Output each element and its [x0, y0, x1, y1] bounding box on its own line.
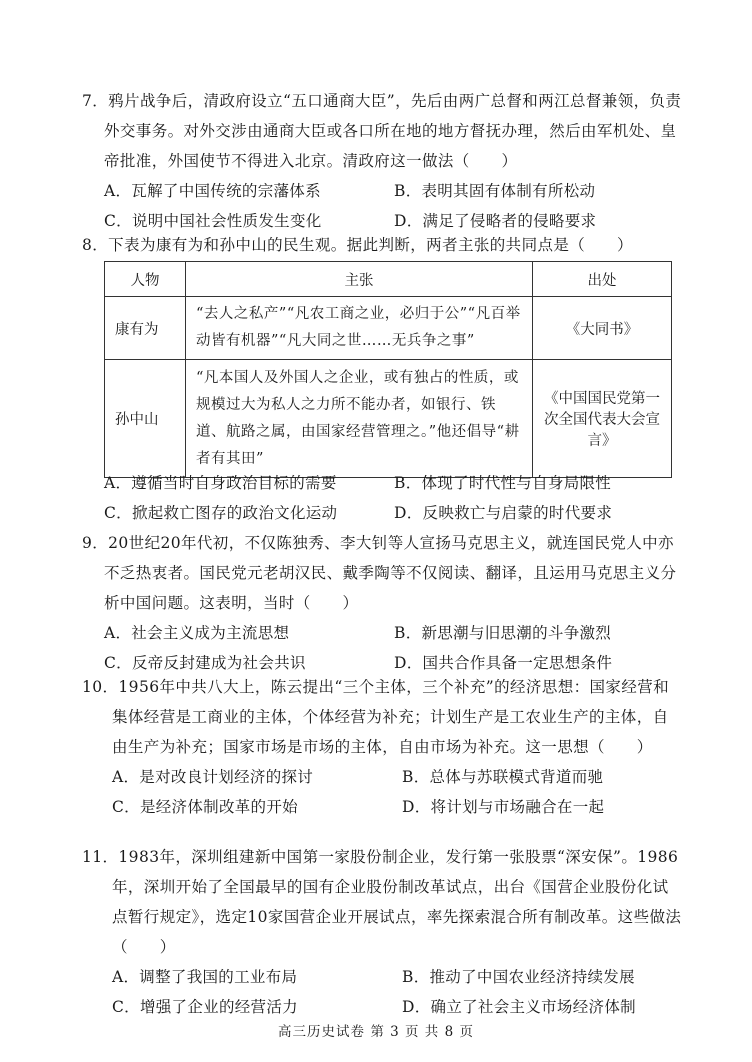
header-source: 出处 [533, 262, 672, 297]
option-d: D．满足了侵略者的侵略要求 [394, 212, 597, 230]
cell-claim: “去人之私产”“凡农工商之业，必归于公”“凡百举动皆有机器”“凡大同之世……无兵争之事” [186, 297, 533, 360]
option-d: D．反映救亡与启蒙的时代要求 [394, 504, 613, 522]
option-d: D．确立了社会主义市场经济体制 [402, 998, 636, 1016]
question-8 [82, 230, 682, 260]
option-c: C．说明中国社会性质发生变化 [104, 212, 322, 230]
option-a: A．遵循当时自身政治目标的需要 [104, 474, 337, 492]
options-grid [112, 762, 682, 822]
header-person: 人物 [105, 262, 186, 297]
cell-claim: “凡本国人及外国人之企业，或有独占的性质，或规模过大为私人之力所不能办者，如银行、铁道、航路之属，由国家经营管理之。”他还倡导“耕者有其田” [186, 360, 533, 478]
option-c: C．是经济体制改革的开始 [112, 798, 298, 816]
question-8-options [82, 468, 682, 528]
option-b: B．总体与苏联模式背道而驰 [402, 768, 604, 786]
options-grid [112, 962, 682, 1022]
option-a: A．社会主义成为主流思想 [104, 624, 290, 642]
question-stem: 10．1956年中共八大上，陈云提出“三个主体，三个补充”的经济思想：国家经营和集体经营是工商业的主体，个体经营为补充；计划生产是工农业生产的主体，自由生产为补充；国家市场是市场的主体，自由市场为补充。这一思想（ ） [82, 678, 670, 756]
question-11 [82, 842, 682, 1022]
options-grid [104, 618, 682, 678]
header-claim: 主张 [186, 262, 533, 297]
table-header-row [105, 262, 672, 297]
options-grid [104, 468, 682, 528]
option-b: B．推动了中国农业经济持续发展 [402, 968, 635, 986]
question-9 [82, 528, 682, 678]
options-grid [104, 176, 682, 236]
question-stem: 9．20世纪20年代初，不仅陈独秀、李大钊等人宣扬马克思主义，就连国民党人中亦不乏热衷者。国民党元老胡汉民、戴季陶等不仅阅读、翻译，且运用马克思主义分析中国问题。这表明，当时（ ） [82, 534, 677, 612]
question-stem: 11．1983年，深圳组建新中国第一家股份制企业，发行第一张股票“深安保”。1986年，深圳开始了全国最早的国有企业股份制改革试点，出台《国营企业股份化试点暂行规定》，选定10家国营企业开展试点，率先探索混合所有制改革。这些做法（ ） [82, 848, 682, 956]
option-b: B．体现了时代性与自身局限性 [394, 474, 612, 492]
table-row [105, 360, 672, 478]
option-b: B．表明其固有体制有所松动 [394, 182, 596, 200]
option-c: C．掀起救亡图存的政治文化运动 [104, 504, 338, 522]
cell-person: 康有为 [105, 297, 186, 360]
option-a: A．瓦解了中国传统的宗藩体系 [104, 182, 321, 200]
question-stem: 7．鸦片战争后，清政府设立“五口通商大臣”，先后由两广总督和两江总督兼领，负责外交事务。对外交涉由通商大臣或各口所在地的地方督抚办理，然后由军机处、皇帝批准，外国使节不得进入北京。清政府这一做法（ ） [82, 92, 682, 170]
option-c: C．增强了企业的经营活力 [112, 998, 298, 1016]
option-d: D．国共合作具备一定思想条件 [394, 654, 613, 672]
option-c: C．反帝反封建成为社会共识 [104, 654, 306, 672]
option-a: A．调整了我国的工业布局 [112, 968, 298, 986]
comparison-table [104, 261, 672, 478]
option-a: A．是对改良计划经济的探讨 [112, 768, 314, 786]
question-stem: 8．下表为康有为和孙中山的民生观。据此判断，两者主张的共同点是（ ） [82, 236, 633, 254]
cell-source: 《大同书》 [533, 297, 672, 360]
question-10 [82, 672, 682, 822]
option-d: D．将计划与市场融合在一起 [402, 798, 605, 816]
table-row [105, 297, 672, 360]
cell-person: 孙中山 [105, 360, 186, 478]
question-7 [82, 86, 682, 236]
cell-source: 《中国国民党第一次全国代表大会宣言》 [533, 360, 672, 478]
page-footer: 高三历史试卷 第 3 页 共 8 页 [278, 1024, 474, 1040]
option-b: B．新思潮与旧思潮的斗争激烈 [394, 624, 612, 642]
